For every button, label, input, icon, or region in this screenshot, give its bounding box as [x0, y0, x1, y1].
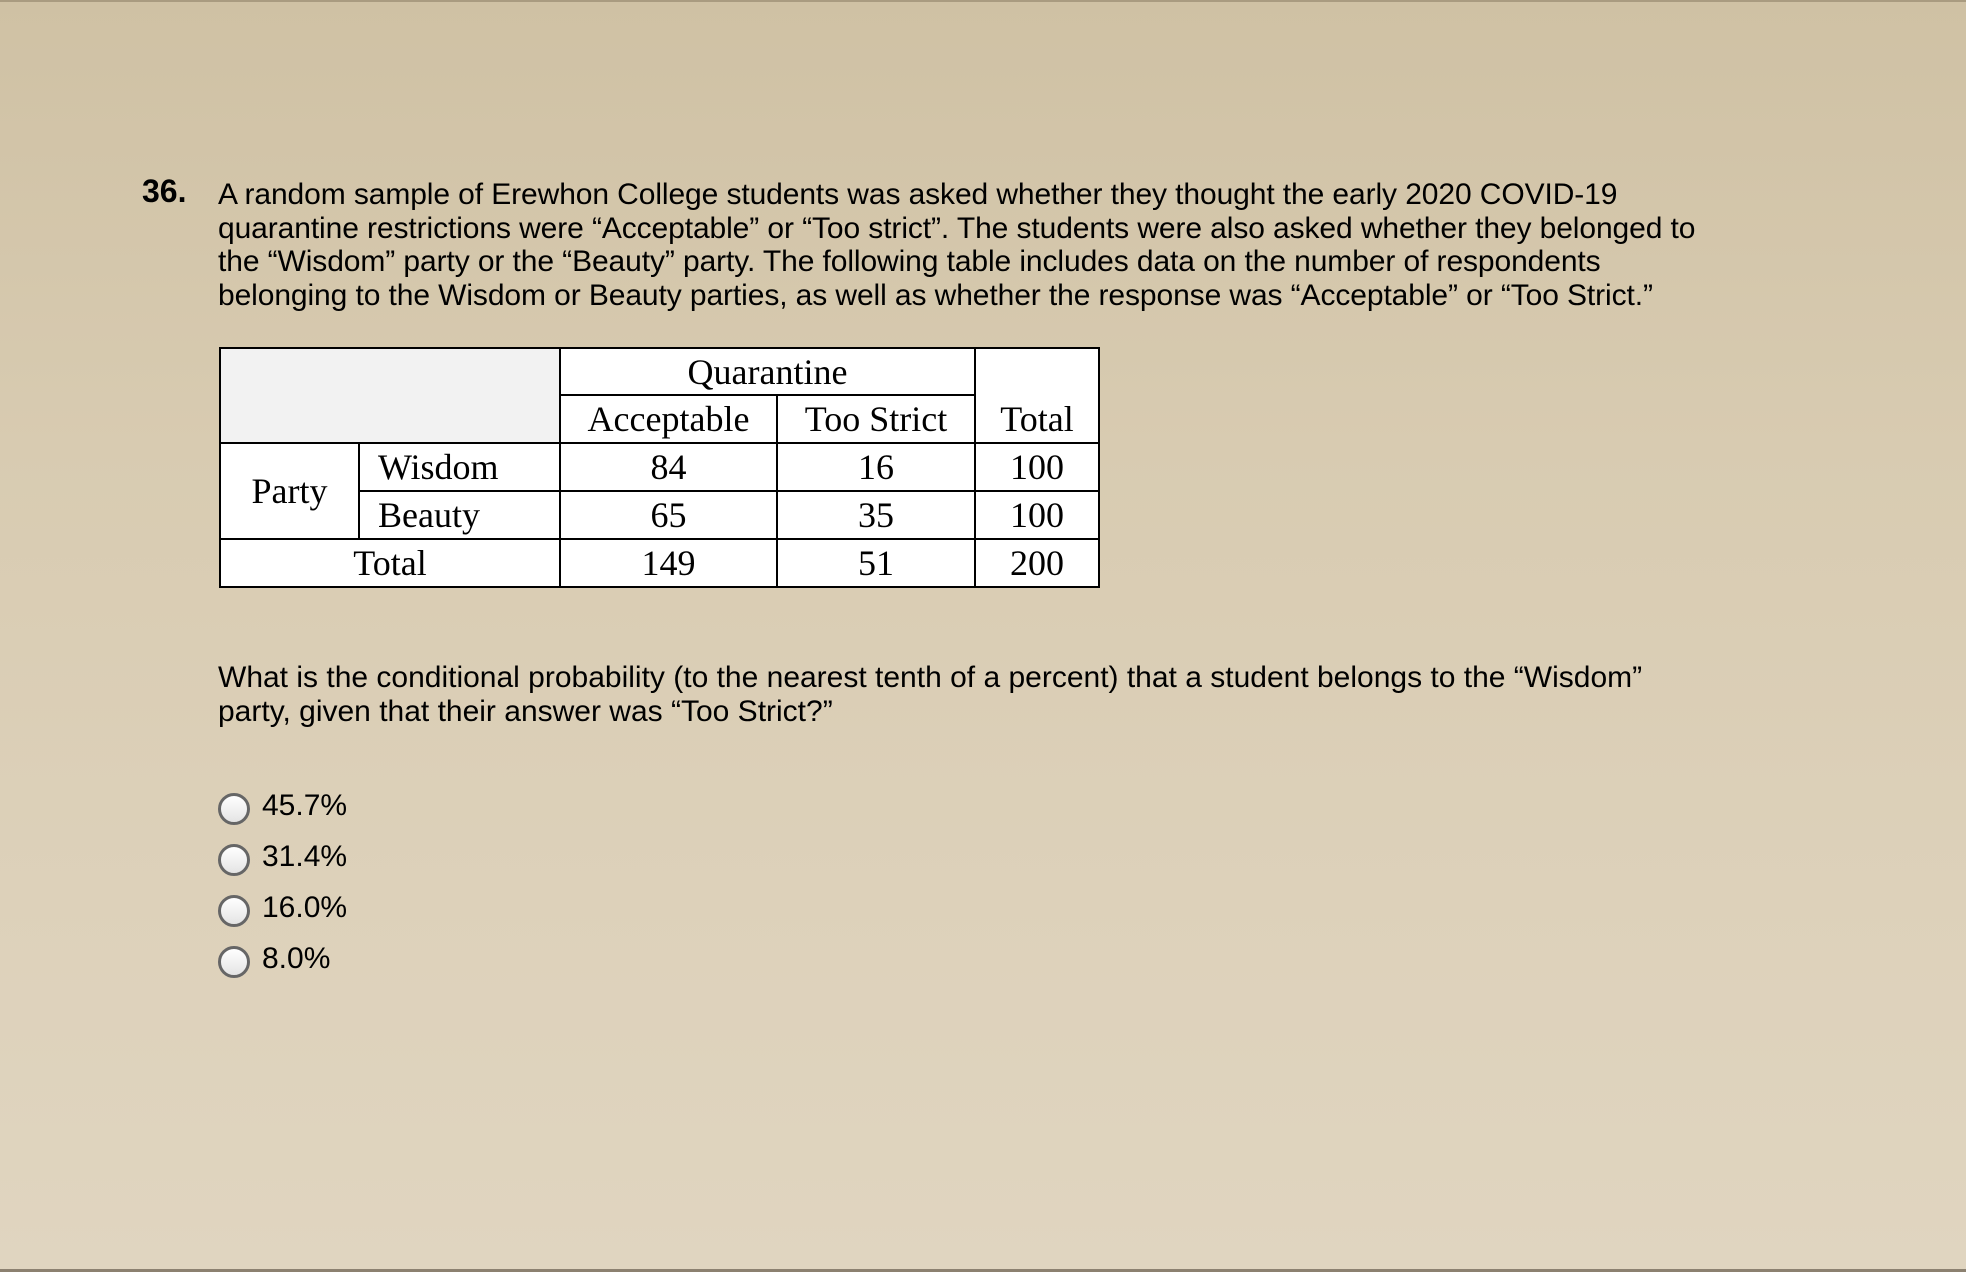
table-cell: 200 [1010, 543, 1064, 583]
table-cell: 51 [858, 543, 894, 583]
table-cell: 100 [1010, 447, 1064, 487]
column-header-too-strict: Too Strict [804, 399, 948, 439]
row-label-wisdom: Wisdom [378, 447, 499, 487]
answer-options [218, 780, 347, 984]
answer-option[interactable] [218, 780, 347, 831]
prompt-line: party, given that their answer was “Too Strict?” [218, 694, 833, 728]
prompt-line: What is the conditional probability (to the nearest tenth of a percent) that a student belongs to the “Wisdom” [218, 661, 1643, 694]
stem-line: belonging to the Wisdom or Beauty parties, as well as whether the response was “Acceptable” or “Too Strict.” [218, 278, 1653, 312]
stem-line: A random sample of Erewhon College students was asked whether they thought the early 2020 COVID-19 [218, 178, 1618, 211]
row-group-label-party: Party [251, 471, 328, 511]
top-border [0, 0, 1966, 2]
table-cell: 84 [650, 447, 687, 487]
table-cell: 100 [1010, 495, 1064, 535]
answer-option[interactable] [218, 831, 347, 882]
table-cell: 35 [858, 495, 894, 535]
row-label-total: Total [353, 543, 427, 583]
table-cell: 16 [858, 447, 894, 487]
quarantine-header: Quarantine [687, 351, 848, 392]
answer-option-label[interactable]: 31.4% [262, 839, 348, 873]
question-number: 36. [142, 173, 187, 209]
answer-option-label[interactable]: 45.7% [262, 788, 348, 822]
answer-option-label[interactable]: 8.0% [262, 941, 331, 975]
answer-option[interactable] [218, 882, 347, 933]
answer-option[interactable] [218, 933, 347, 984]
stem-line: quarantine restrictions were “Acceptable” or “Too strict”. The students were also asked whether they belonged to [218, 211, 1696, 245]
column-header-acceptable: Acceptable [587, 399, 750, 439]
contingency-table [219, 347, 1100, 588]
question-prompt [218, 661, 1858, 728]
radio-button-icon[interactable] [218, 793, 250, 825]
question-stem [218, 178, 1858, 312]
radio-button-icon[interactable] [218, 946, 250, 978]
table-cell: 149 [641, 543, 696, 583]
radio-button-icon[interactable] [218, 895, 250, 927]
table-cell: 65 [650, 495, 687, 535]
column-header-total: Total [1000, 399, 1074, 439]
answer-option-label[interactable]: 16.0% [262, 890, 348, 924]
stem-line: the “Wisdom” party or the “Beauty” party. The following table includes data on the number of respondents [218, 245, 1601, 278]
radio-button-icon[interactable] [218, 844, 250, 876]
table-corner-blank [221, 349, 559, 443]
row-label-beauty: Beauty [378, 495, 480, 535]
